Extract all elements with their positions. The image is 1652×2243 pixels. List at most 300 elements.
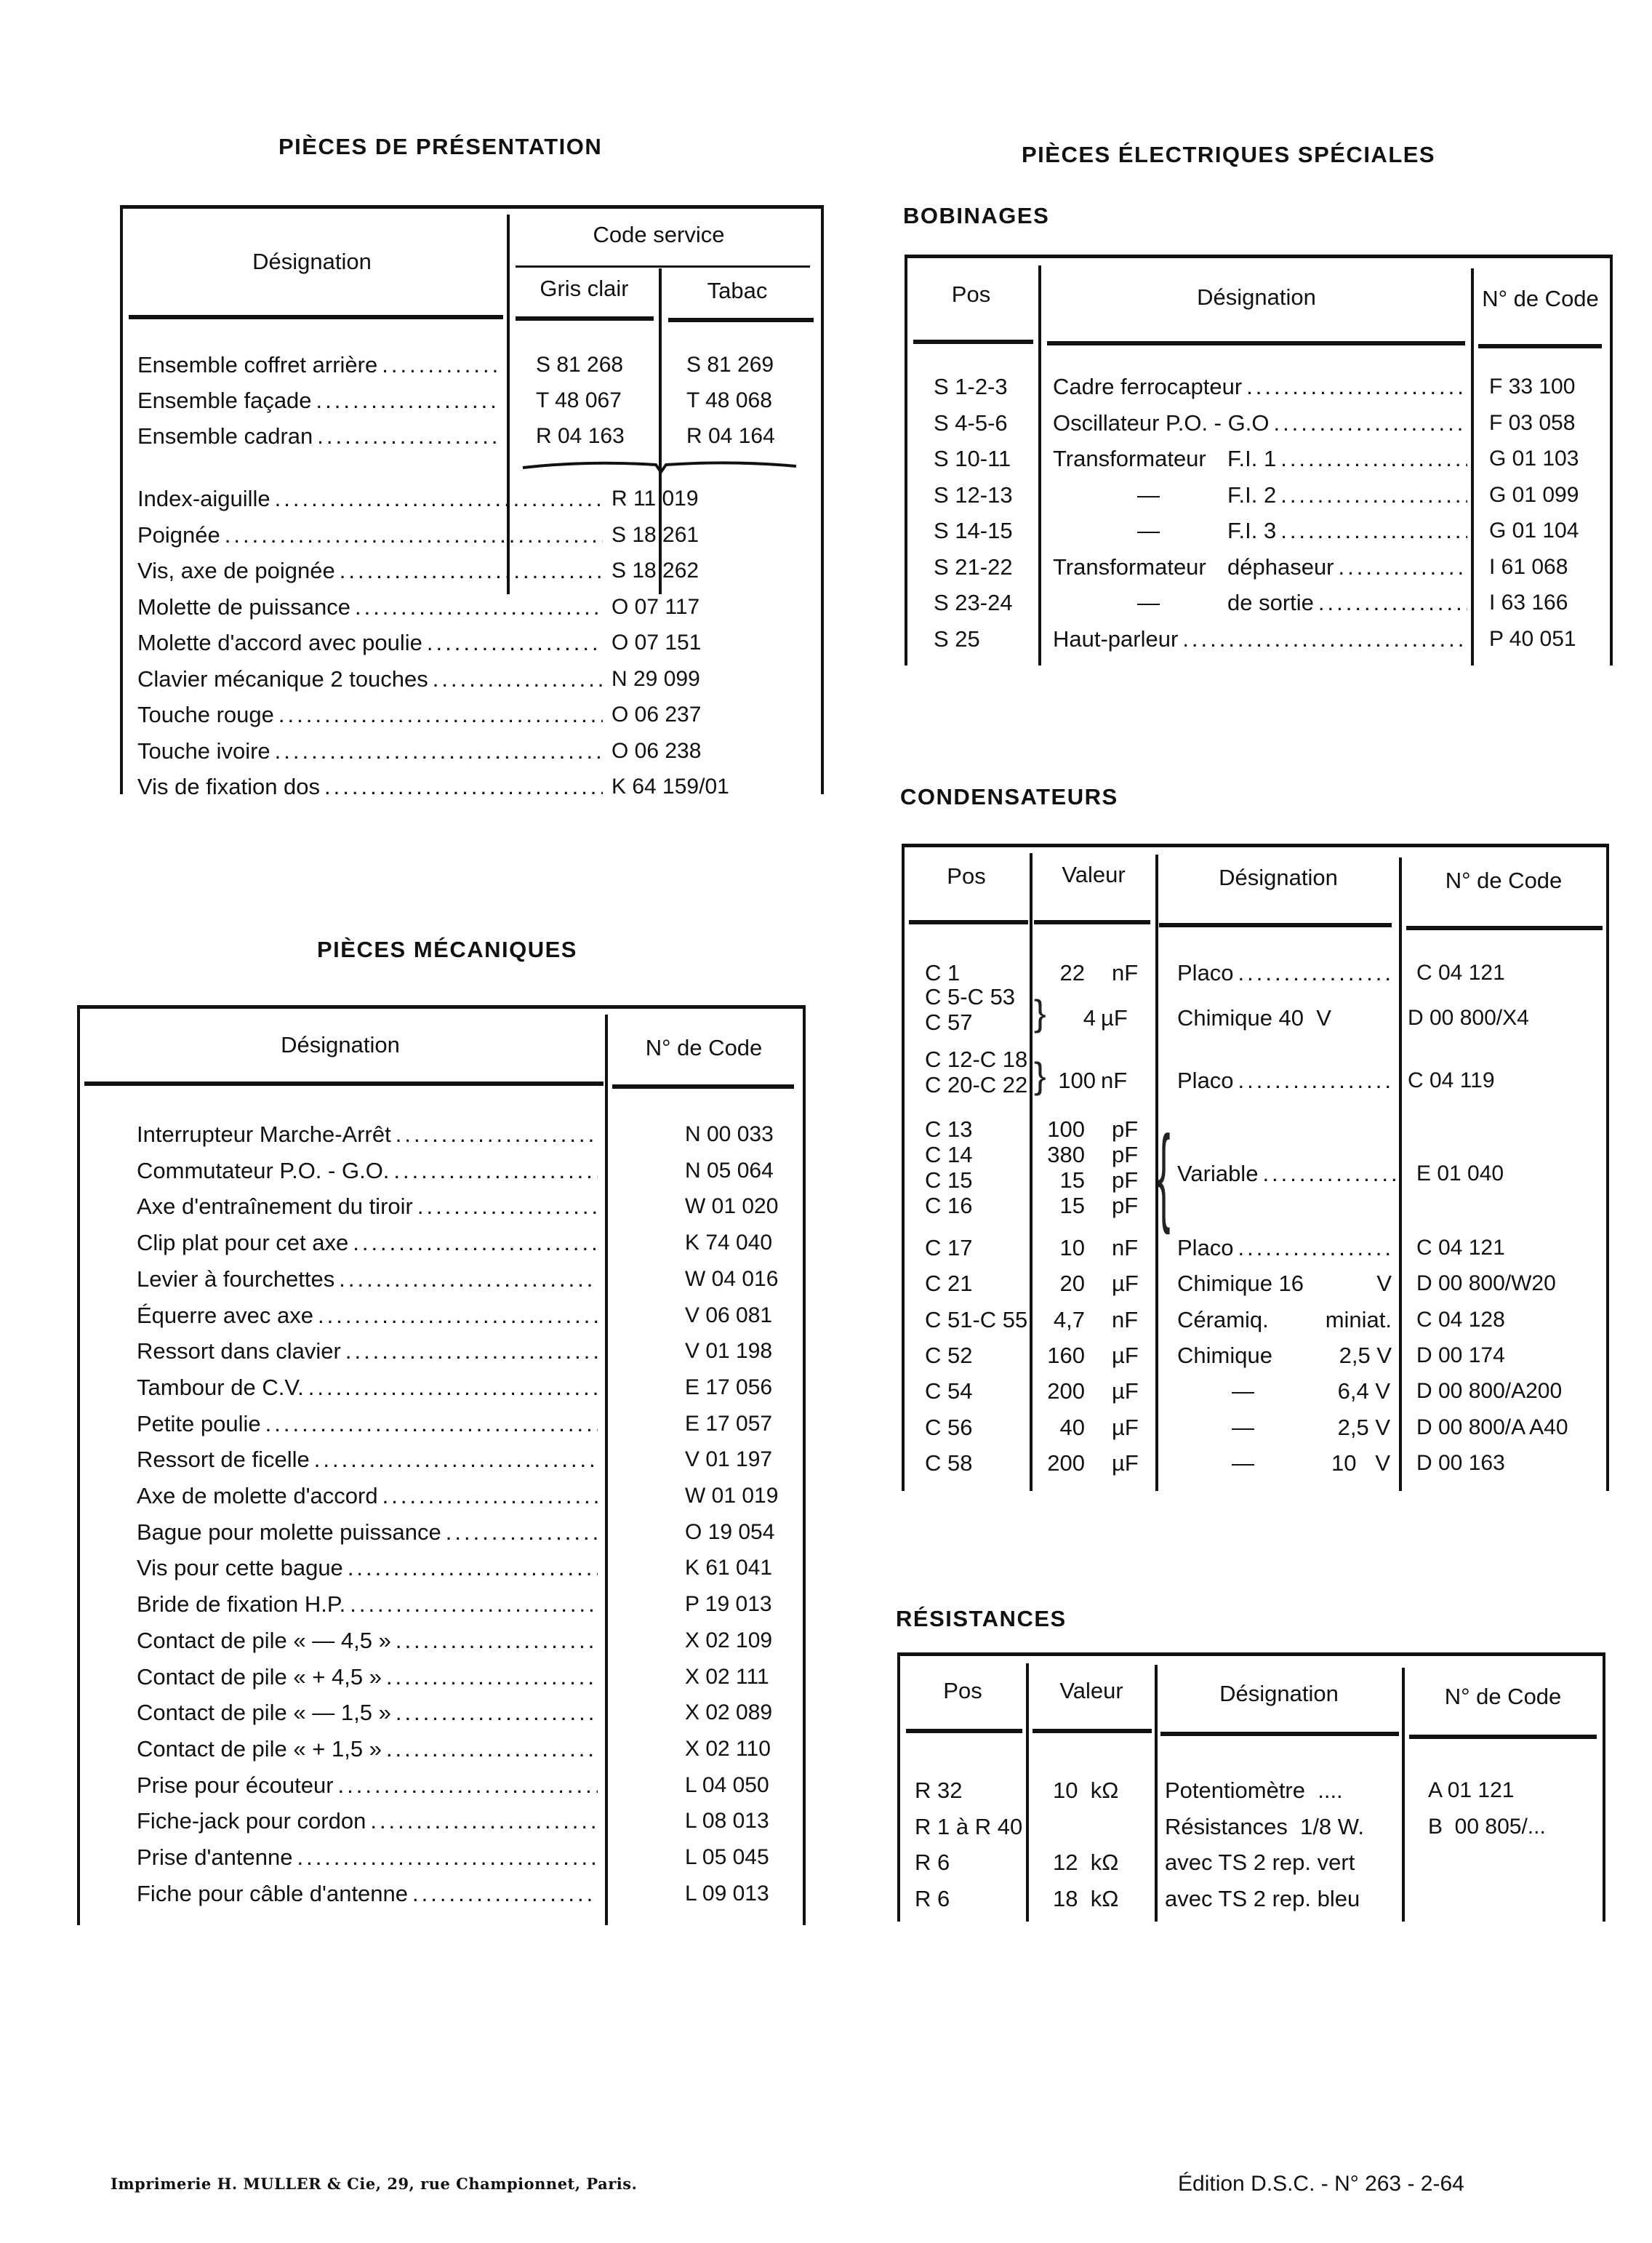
table-row <box>80 1623 803 1658</box>
unit: µF <box>1112 1450 1139 1476</box>
position: C 5-C 53 <box>925 984 1016 1009</box>
header-rule <box>913 340 1033 344</box>
unit: nF <box>1112 1307 1139 1332</box>
designation: — <box>1137 481 1160 508</box>
leader-dots <box>382 1478 598 1514</box>
part-code: E 17 057 <box>685 1411 773 1436</box>
unit: nF <box>1112 960 1139 985</box>
part-code: K 64 159/01 <box>612 775 729 799</box>
part-code: F 03 058 <box>1489 410 1576 435</box>
unit: µF <box>1112 1378 1139 1404</box>
designation-cell <box>1053 405 1467 441</box>
part-code: V 01 197 <box>685 1447 773 1472</box>
brace-icon: } <box>1034 1055 1046 1096</box>
brace-icon: } <box>1034 993 1046 1033</box>
table-row <box>123 347 821 383</box>
table-row <box>80 1261 803 1297</box>
position: S 4-5-6 <box>934 409 1008 436</box>
leader-dots <box>1339 549 1467 585</box>
header-rule <box>1034 920 1150 924</box>
position: R 32 <box>915 1778 963 1803</box>
table-row <box>123 769 821 804</box>
designation: — <box>1232 1378 1254 1404</box>
designation-detail: déphaseur <box>1227 553 1334 580</box>
value: 4 <box>1083 1005 1096 1031</box>
part-code: L 08 013 <box>685 1809 769 1834</box>
designation: Contact de pile « — 1,5 » <box>137 1700 391 1726</box>
table-row <box>900 1881 1603 1916</box>
voltage: miniat. <box>1325 1307 1392 1332</box>
code-gris-clair: T 48 067 <box>536 388 622 412</box>
designation-detail: F.I. 1 <box>1227 446 1277 471</box>
designation: Touche ivoire <box>137 737 270 764</box>
header-rule <box>516 316 654 321</box>
header-rule <box>909 920 1028 924</box>
part-code: R 11 019 <box>612 487 699 511</box>
position: R 6 <box>915 1885 950 1911</box>
table-row <box>905 1373 1606 1409</box>
leader-dots <box>1280 513 1467 548</box>
table-row <box>905 1302 1606 1338</box>
leader-dots <box>350 1586 598 1622</box>
part-code: V 01 198 <box>685 1339 773 1364</box>
position: S 25 <box>934 625 980 652</box>
table-row <box>123 589 821 625</box>
table-row <box>80 1514 803 1550</box>
table-row <box>80 1478 803 1514</box>
part-code: P 40 051 <box>1489 626 1576 651</box>
part-code: P 19 013 <box>685 1592 772 1617</box>
part-code: K 74 040 <box>685 1231 773 1255</box>
table-row <box>80 1188 803 1224</box>
part-code: S 18 261 <box>612 522 699 547</box>
designation-cell <box>137 1333 598 1369</box>
table-row <box>907 369 1610 404</box>
table-row <box>907 405 1610 441</box>
designation-cell <box>137 733 603 769</box>
value: 20 <box>1059 1271 1085 1296</box>
header-rule <box>129 315 503 319</box>
designation: Placo <box>1177 960 1234 985</box>
designation-cell <box>137 1116 598 1152</box>
header-rule <box>1032 1729 1152 1733</box>
table-row <box>905 1047 1606 1098</box>
part-code: X 02 111 <box>685 1664 769 1689</box>
header-rule <box>1478 344 1602 348</box>
leader-dots <box>340 553 603 588</box>
designation-cell <box>1227 477 1467 513</box>
mecaniques-title: PIÈCES MÉCANIQUES <box>317 937 577 962</box>
table-row <box>80 1586 803 1622</box>
header-tabac: Tabac <box>707 278 768 303</box>
position: C 13 <box>925 1116 973 1142</box>
part-code: G 01 099 <box>1489 482 1579 507</box>
leader-dots <box>396 1695 598 1730</box>
position: C 51-C 55 <box>925 1307 1028 1332</box>
leader-dots <box>446 1514 598 1550</box>
table-row <box>905 984 1606 1036</box>
voltage: 2,5 V <box>1339 1343 1392 1368</box>
leader-dots <box>1238 1230 1395 1266</box>
part-code: D 00 174 <box>1416 1343 1505 1367</box>
designation: avec TS 2 rep. vert <box>1165 1850 1355 1875</box>
designation: — <box>1232 1415 1254 1440</box>
table-row <box>123 553 821 588</box>
part-code: G 01 103 <box>1489 447 1579 471</box>
table-row <box>905 1193 1606 1228</box>
designation: Prise d'antenne <box>137 1844 293 1870</box>
designation: Ensemble façade <box>137 388 312 413</box>
brace-icon: { <box>1158 1113 1171 1235</box>
printer-credit: Imprimerie H. MULLER & Cie, 29, rue Championnet, Paris. <box>111 2175 638 2193</box>
header-designation: Désignation <box>1197 284 1316 310</box>
table-row <box>80 1406 803 1442</box>
designation-cell <box>1227 585 1467 620</box>
part-code: O 19 054 <box>685 1519 775 1544</box>
header-rule <box>612 1084 794 1089</box>
leader-dots <box>1280 477 1467 513</box>
table-row <box>123 418 821 454</box>
designation-cell <box>137 517 603 553</box>
header-rule <box>1047 341 1465 345</box>
leader-dots <box>1182 621 1467 657</box>
designation-cell <box>137 1550 598 1586</box>
code-gris-clair: S 81 268 <box>536 353 624 377</box>
edition-info: Édition D.S.C. - N° 263 - 2-64 <box>1178 2172 1464 2196</box>
header-code: N° de Code <box>1445 868 1563 893</box>
designation-cell <box>1227 549 1467 585</box>
table-row <box>80 1731 803 1767</box>
part-code: I 63 166 <box>1489 591 1568 615</box>
designation-cell <box>137 1225 598 1260</box>
position: C 17 <box>925 1235 973 1260</box>
designation: Vis pour cette bague <box>137 1555 343 1581</box>
designation: Contact de pile « + 4,5 » <box>137 1663 382 1690</box>
table-row <box>123 481 821 516</box>
designation: Bague pour molette puissance <box>137 1519 441 1545</box>
leader-dots <box>1280 441 1467 476</box>
designation: Axe de molette d'accord <box>137 1483 378 1508</box>
part-code: C 04 121 <box>1416 1236 1505 1260</box>
designation: Oscillateur P.O. - G.O <box>1053 409 1270 436</box>
designation: Fiche pour câble d'antenne <box>137 1880 409 1906</box>
part-code: W 01 020 <box>685 1194 779 1219</box>
unit: µF <box>1112 1343 1139 1368</box>
header-valeur: Valeur <box>1059 1678 1123 1703</box>
leader-dots <box>1318 585 1467 620</box>
table-row <box>905 1445 1606 1481</box>
leader-dots <box>393 1153 598 1188</box>
table-row <box>905 1410 1606 1445</box>
position: S 10-11 <box>934 446 1011 471</box>
presentation-title: PIÈCES DE PRÉSENTATION <box>278 134 603 159</box>
designation-cell <box>137 661 603 697</box>
designation-cell <box>1177 1156 1395 1191</box>
leader-dots <box>278 697 603 732</box>
designation: Transformateur <box>1053 446 1206 471</box>
table-row <box>80 1839 803 1875</box>
designation-cell <box>137 1803 598 1839</box>
leader-dots <box>382 347 501 383</box>
header-pos: Pos <box>947 863 986 889</box>
table-row <box>80 1298 803 1333</box>
value: 15 <box>1059 1193 1085 1218</box>
leader-dots <box>370 1803 598 1839</box>
table-row <box>907 585 1610 620</box>
code-tabac: R 04 164 <box>686 424 775 448</box>
designation-cell <box>137 1478 598 1514</box>
designation-cell <box>137 1876 598 1911</box>
unit: nF <box>1112 1235 1139 1260</box>
leader-dots <box>396 1623 598 1658</box>
position: C 54 <box>925 1378 973 1404</box>
header-pos: Pos <box>951 281 991 307</box>
table-row <box>80 1370 803 1405</box>
position: C 57 <box>925 1009 973 1035</box>
designation: — <box>1137 590 1160 615</box>
table-row <box>900 1809 1603 1844</box>
table-row <box>123 625 821 660</box>
table-row <box>123 517 821 553</box>
part-code: D 00 163 <box>1416 1451 1505 1475</box>
header-code: N° de Code <box>645 1035 763 1060</box>
position: C 1 <box>925 960 961 985</box>
leader-dots <box>265 1406 598 1442</box>
designation: Touche rouge <box>137 702 274 727</box>
position: C 16 <box>925 1193 973 1218</box>
table-row <box>907 441 1610 476</box>
header-designation: Désignation <box>1219 1681 1339 1706</box>
designation: Index-aiguille <box>137 486 270 511</box>
designation-cell <box>137 1623 598 1658</box>
resistances-table <box>897 1652 1605 1922</box>
leader-dots <box>386 1659 598 1695</box>
designation-cell <box>1227 513 1467 548</box>
header-gris-clair: Gris clair <box>540 276 629 301</box>
value: 10 <box>1059 1235 1085 1260</box>
leader-dots <box>1246 369 1467 404</box>
header-divider <box>516 265 810 268</box>
unit: pF <box>1112 1167 1139 1193</box>
designation-cell <box>137 697 603 732</box>
designation-cell <box>137 589 603 625</box>
designation: Haut-parleur <box>1053 625 1179 652</box>
leader-dots <box>345 1333 598 1369</box>
position: R 6 <box>915 1850 950 1875</box>
resistances-title: RÉSISTANCES <box>896 1606 1067 1631</box>
leader-dots <box>324 769 603 804</box>
table-row <box>80 1695 803 1730</box>
leader-dots <box>433 661 603 697</box>
leader-dots <box>339 1261 598 1297</box>
designation: Clip plat pour cet axe <box>137 1230 349 1256</box>
leader-dots <box>412 1876 598 1911</box>
designation-cell <box>137 1659 598 1695</box>
part-code: D 00 800/A200 <box>1416 1379 1563 1403</box>
unit: µF <box>1112 1271 1139 1296</box>
leader-dots <box>1238 955 1395 991</box>
designation: — <box>1137 518 1160 543</box>
table-row <box>900 1772 1603 1808</box>
leader-dots <box>427 625 603 660</box>
designation: Contact de pile « — 4,5 » <box>137 1627 391 1653</box>
leader-dots <box>417 1188 598 1224</box>
designation-cell <box>1177 1063 1395 1098</box>
value: 100 <box>1047 1116 1085 1142</box>
designation: Contact de pile « + 1,5 » <box>137 1735 382 1762</box>
designation-cell <box>137 625 603 660</box>
designation-cell <box>137 1514 598 1550</box>
part-code: D 00 800/A A40 <box>1416 1415 1568 1439</box>
unit: pF <box>1112 1193 1139 1218</box>
part-code: O 07 117 <box>612 594 700 619</box>
designation-cell <box>137 1586 598 1622</box>
designation-cell <box>137 1767 598 1803</box>
part-code: L 04 050 <box>685 1772 769 1797</box>
position: C 20-C 22 <box>925 1072 1028 1097</box>
header-designation: Désignation <box>252 249 372 274</box>
part-code: B 00 805/... <box>1428 1814 1546 1839</box>
bobinages-table <box>905 255 1613 665</box>
designation: Levier à fourchettes <box>137 1266 335 1292</box>
value: 40 <box>1059 1415 1085 1440</box>
presentation-table <box>120 205 824 799</box>
value: 200 <box>1047 1378 1085 1404</box>
header-rule <box>668 318 814 322</box>
leader-dots <box>1273 405 1467 441</box>
designation: Ressort dans clavier <box>137 1338 341 1364</box>
designation: Chimique 16 <box>1177 1271 1304 1296</box>
unit: pF <box>1112 1116 1139 1142</box>
voltage: V <box>1376 1271 1392 1296</box>
table-row <box>80 1876 803 1911</box>
designation: Placo <box>1177 1235 1234 1260</box>
designation-cell <box>1053 621 1467 657</box>
value: 12 kΩ <box>1053 1850 1119 1875</box>
designation: — <box>1232 1450 1254 1476</box>
part-code: L 05 045 <box>685 1845 769 1869</box>
table-row <box>123 697 821 732</box>
part-code: W 01 019 <box>685 1484 779 1508</box>
designation-cell <box>137 1370 598 1405</box>
designation: Équerre avec axe <box>137 1302 313 1328</box>
designation: Ressort de ficelle <box>137 1447 310 1473</box>
designation: Résistances 1/8 W. <box>1165 1813 1364 1839</box>
part-code: D 00 800/X4 <box>1408 1006 1529 1030</box>
designation-cell <box>137 1153 598 1188</box>
header-rule <box>1159 923 1392 927</box>
designation: Fiche-jack pour cordon <box>137 1808 366 1834</box>
part-code: N 00 033 <box>685 1122 774 1146</box>
part-code: O 06 237 <box>612 703 702 727</box>
designation: Ensemble cadran <box>137 423 313 449</box>
value: 4,7 <box>1053 1307 1085 1332</box>
leader-dots <box>338 1767 598 1803</box>
designation-cell <box>137 1188 598 1224</box>
designation: Poignée <box>137 521 220 548</box>
table-row <box>80 1442 803 1477</box>
value: 160 <box>1047 1343 1085 1368</box>
header-rule <box>906 1729 1022 1733</box>
designation: Potentiomètre .... <box>1165 1778 1343 1803</box>
header-code: N° de Code <box>1482 286 1599 311</box>
designation: Prise pour écouteur <box>137 1772 334 1798</box>
leader-dots <box>348 1550 598 1586</box>
position: S 23-24 <box>934 590 1013 615</box>
table-row <box>907 549 1610 585</box>
table-row <box>80 1767 803 1803</box>
designation: Chimique <box>1177 1343 1272 1368</box>
designation-cell <box>137 1442 598 1477</box>
designation: Molette de puissance <box>137 593 350 620</box>
position: R 1 à R 40 <box>915 1813 1023 1839</box>
value: 10 kΩ <box>1053 1778 1119 1803</box>
table-row <box>907 621 1610 657</box>
value: 380 <box>1047 1142 1085 1167</box>
designation-detail: F.I. 2 <box>1227 481 1277 508</box>
part-code: C 04 128 <box>1416 1308 1505 1332</box>
designation-cell <box>137 1261 598 1297</box>
position: C 21 <box>925 1271 973 1296</box>
mecaniques-table <box>77 1005 806 1925</box>
position: C 12-C 18 <box>925 1047 1028 1072</box>
table-row <box>80 1153 803 1188</box>
voltage: 10 V <box>1331 1450 1390 1476</box>
designation-cell <box>137 553 603 588</box>
designation-cell <box>137 769 603 804</box>
header-valeur: Valeur <box>1062 862 1126 887</box>
part-code: L 09 013 <box>685 1881 769 1906</box>
table-row <box>80 1659 803 1695</box>
designation: Interrupteur Marche-Arrêt <box>137 1122 391 1147</box>
electriques-title: PIÈCES ÉLECTRIQUES SPÉCIALES <box>1022 142 1436 167</box>
part-code: N 29 099 <box>612 666 700 691</box>
table-row <box>905 1230 1606 1266</box>
table-row <box>80 1333 803 1369</box>
voltage: 2,5 V <box>1337 1415 1390 1440</box>
part-code: O 06 238 <box>612 738 702 763</box>
unit: pF <box>1112 1142 1139 1167</box>
part-code: C 04 119 <box>1408 1068 1495 1092</box>
part-code: O 07 151 <box>612 631 702 655</box>
value: 18 kΩ <box>1053 1885 1119 1911</box>
position: S 21-22 <box>934 553 1013 580</box>
designation: Cadre ferrocapteur <box>1053 374 1243 399</box>
table-row <box>80 1225 803 1260</box>
condensateurs-title: CONDENSATEURS <box>900 784 1118 809</box>
code-tabac: T 48 068 <box>686 388 772 412</box>
designation: Transformateur <box>1053 553 1206 580</box>
part-code: W 04 016 <box>685 1266 779 1291</box>
part-code: X 02 109 <box>685 1628 773 1652</box>
unit: µF <box>1112 1415 1139 1440</box>
designation: Chimique 40 V <box>1177 1005 1331 1031</box>
part-code: N 05 064 <box>685 1158 774 1183</box>
designation-detail: de sortie <box>1227 590 1314 615</box>
leader-dots <box>297 1839 598 1875</box>
designation: Variable <box>1177 1161 1259 1186</box>
code-tabac: S 81 269 <box>686 353 774 377</box>
part-code: I 61 068 <box>1489 554 1568 579</box>
leader-dots <box>355 589 603 625</box>
designation: Céramiq. <box>1177 1307 1269 1332</box>
designation: Tambour de C.V. <box>137 1374 304 1400</box>
value: 15 <box>1059 1167 1085 1193</box>
designation: Vis, axe de poignée <box>137 558 335 583</box>
condensateurs-table <box>902 844 1609 1491</box>
table-row <box>80 1803 803 1839</box>
designation-cell <box>1227 441 1467 476</box>
